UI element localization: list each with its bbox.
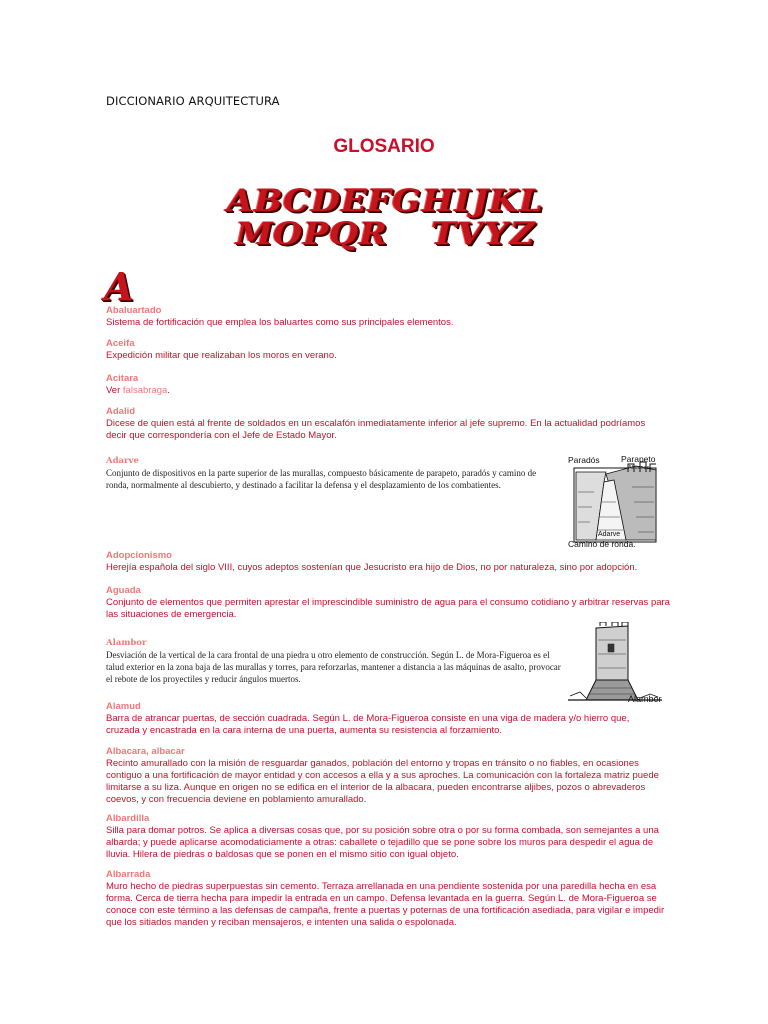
entry-definition: Recinto amurallado con la misión de resguardar ganados, población del entorno y tropas en tránsito o no fiables, en ocasiones contiguo a una fortificación de mayor entidad y con accesos a ella y a sus aproches. La comunicación con la fortaleza matriz puede limitarse a su liza. Aunque en origen no se edifica en el interior de la albacara, pueden encontrarse aljibes, pozos o abrevaderos coevos, y con frecuencia deviene en poblamiento amurallado. xyxy=(106,758,659,805)
entry-term: Adopcionismo xyxy=(106,550,172,561)
entry-term: Albardilla xyxy=(106,813,150,824)
alpha-link-z[interactable]: Z xyxy=(509,216,535,252)
alpha-link-y[interactable]: Y xyxy=(484,216,509,252)
entry-definition: Herejía española del siglo VIII, cuyos adeptos sostenían que Jesucristo era hijo de Dios, no por naturaleza, sino por adopción. xyxy=(106,562,638,573)
label-adarve: Adarve xyxy=(598,531,621,538)
alpha-link-b[interactable]: B xyxy=(253,183,283,219)
entry-definition: Dicese de quien está al frente de soldados en un escalafón inmediatamente inferior al jefe supremo. En la actualidad podríamos decir que correspondería con el Jefe de Estado Mayor. xyxy=(106,418,646,441)
alpha-link-h[interactable]: H xyxy=(421,183,454,219)
glossary-entry xyxy=(106,701,661,737)
definition-prefix: Ver xyxy=(106,385,123,396)
glossary-entry xyxy=(106,373,666,397)
alpha-link-r[interactable]: R xyxy=(359,216,388,252)
glossary-entry xyxy=(106,813,666,861)
alpha-link-v[interactable]: V xyxy=(457,216,484,252)
alpha-link-q[interactable]: Q xyxy=(329,216,359,252)
entry-term: Abaluartado xyxy=(106,305,162,316)
entry-definition: Muro hecho de piedras superpuestas sin cemento. Terraza arrellanada en una pendiente sostenida por una paredilla hecha en esa forma. Cerca de tierra hecha para impedir la entrada en un campo. Defensa levantada en la guerra. Según L. de Mora-Figueroa se conoce con este término a las defensas de campaña, frente a puertas y poternas de una fortificación asediada, para vigilar e impedir que los sitiados manden y reciban mensajeros, e intenten una salida o espolonada. xyxy=(106,881,665,928)
entry-term: Acitara xyxy=(106,373,139,384)
entry-definition: Sistema de fortificación que emplea los baluartes como sus principales elementos. xyxy=(106,317,454,328)
alpha-link-c[interactable]: C xyxy=(283,183,310,219)
entry-definition: Conjunto de elementos que permiten aprestar el imprescindible suministro de agua para el consumo cotidiano y arbitrar reservas para las situaciones de emergencia. xyxy=(106,597,670,620)
glossary-entry xyxy=(106,406,668,442)
alpha-link-i[interactable]: I xyxy=(454,183,471,219)
alpha-link-e[interactable]: E xyxy=(340,183,367,219)
glossary-entry xyxy=(106,869,666,929)
entry-term: Aguada xyxy=(106,585,141,596)
entry-term: Albarrada xyxy=(106,869,151,880)
entry-term: Alambor xyxy=(106,638,147,648)
alpha-link-f[interactable]: F xyxy=(367,183,392,219)
alphabet-spacer xyxy=(388,218,430,251)
alpha-link-g[interactable]: G xyxy=(392,183,421,219)
glossary-title: GLOSARIO xyxy=(333,136,435,157)
label-alambor: Alambor xyxy=(628,694,662,704)
alpha-link-k[interactable]: K xyxy=(489,183,519,219)
entry-term: Adarve xyxy=(106,456,139,466)
glossary-entry xyxy=(106,746,666,806)
entry-term: Adalid xyxy=(106,406,136,417)
alpha-link-d[interactable]: D xyxy=(310,183,340,219)
alpha-link-p[interactable]: P xyxy=(303,216,329,252)
section-letter: A xyxy=(104,264,134,309)
alpha-link-l[interactable]: L xyxy=(519,183,543,219)
alphabet-row-1 xyxy=(190,185,580,218)
alpha-link-j[interactable]: J xyxy=(472,183,488,219)
glossary-entry xyxy=(106,338,666,362)
entry-term: Albacara, albacar xyxy=(106,746,185,757)
label-camino-de-ronda: Camino de ronda. xyxy=(568,539,636,549)
entry-definition: Desviación de la vertical de la cara frontal de una piedra u otro elemento de construcción. Según L. de Mora-Figueroa es el talud exterior en la zona baja de las murallas y torres, para reforzarlas, mantener a distancia a las máquinas de asalto, provocar el rebote de los proyectiles y reducir ángulos muertos. xyxy=(106,650,561,684)
glossary-entry xyxy=(106,456,556,491)
entry-term: Aceifa xyxy=(106,338,135,349)
alpha-link-m[interactable]: M xyxy=(235,216,273,252)
alphabet-row-2 xyxy=(190,218,580,251)
glossary-entry xyxy=(106,550,666,574)
alpha-link-o[interactable]: O xyxy=(273,216,303,252)
entry-definition xyxy=(106,385,666,397)
label-parapeto: Parapeto xyxy=(621,454,656,464)
glossary-entry xyxy=(106,305,666,329)
adarve-illustration xyxy=(566,452,662,550)
document-header: DICCIONARIO ARQUITECTURA xyxy=(106,94,280,108)
label-parados: Paradós xyxy=(568,455,600,465)
glossary-entry xyxy=(106,585,671,621)
definition-suffix: . xyxy=(167,385,170,396)
falsabraga-link[interactable]: falsabraga xyxy=(122,385,168,396)
entry-definition: Expedición militar que realizaban los moros en verano. xyxy=(106,350,337,361)
entry-definition: Conjunto de dispositivos en la parte superior de las murallas, compuesto básicamente de parapeto, paradós y camino de ronda, normalmente al descubierto, y destinado a facilitar la defensa y el desplazamiento de los combatientes. xyxy=(106,468,537,490)
alambor-illustration xyxy=(566,622,664,706)
alpha-link-a[interactable]: A xyxy=(226,183,253,219)
entry-definition: Silla para domar potros. Se aplica a diversas cosas que, por su posición sobre otra o por su forma combada, son semejantes a una albarda; y puede aplicarse acomodaticiamente a otras: caballete o tejadillo que se pone sobre los muros para despedir el agua de lluvia. Hilera de piedras o baldosas que se ponen en el mismo sitio con igual objeto. xyxy=(106,825,659,860)
glossary-entry xyxy=(106,638,561,685)
alphabet-nav xyxy=(190,185,580,251)
entry-definition: Barra de atrancar puertas, de sección cuadrada. Según L. de Mora-Figueroa consiste en una viga de madera y/o hierro que, cruzada y encastrada en la cara interna de una puerta, aumenta su resistencia al forzamiento. xyxy=(106,713,630,736)
label-almenas: Almenas xyxy=(628,465,650,471)
entry-term: Alamud xyxy=(106,701,141,712)
alpha-link-t[interactable]: T xyxy=(431,216,457,252)
